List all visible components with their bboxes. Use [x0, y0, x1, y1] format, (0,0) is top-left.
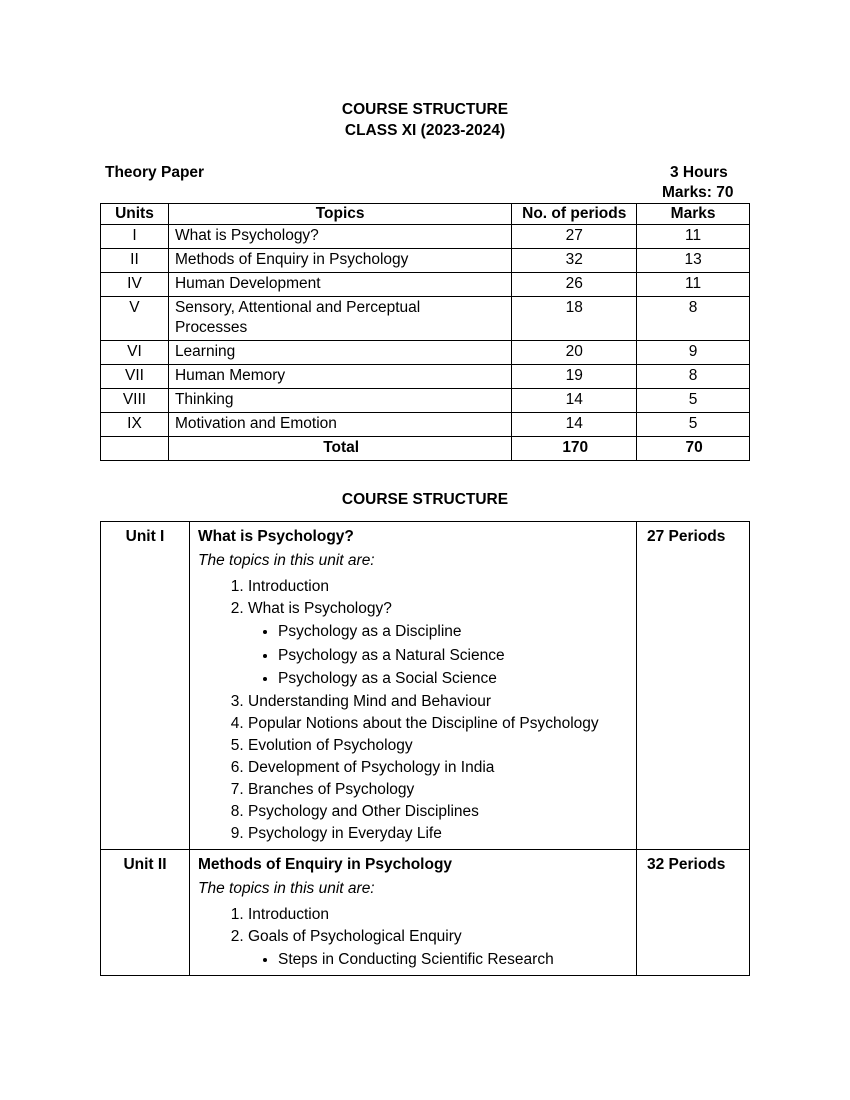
unit-detail-row — [101, 522, 750, 850]
unit-detail-row — [101, 849, 750, 976]
unit-periods: 18 — [512, 297, 637, 341]
unit-marks: 8 — [637, 365, 750, 389]
unit-title: Methods of Enquiry in Psychology — [198, 855, 453, 873]
unit-number: VII — [101, 365, 169, 389]
subtopic-item: • Psychology as a Natural Science — [278, 644, 630, 668]
total-periods: 170 — [512, 437, 637, 461]
hours-label: 3 Hours — [670, 164, 728, 181]
unit-topic: Sensory, Attentional and Perceptual Processes — [168, 297, 511, 341]
topic-list — [198, 576, 630, 845]
unit-number: IX — [101, 413, 169, 437]
unit-periods: 32 — [512, 249, 637, 273]
topics-header: Topics — [168, 204, 511, 225]
unit-label: Unit II — [101, 849, 190, 976]
topic-text: Development of Psychology in India — [248, 758, 495, 776]
topic-item — [248, 713, 630, 735]
marks-header: Marks — [637, 204, 750, 225]
total-marks: 70 — [637, 437, 750, 461]
topic-text: Branches of Psychology — [248, 780, 415, 798]
summary-table — [100, 203, 750, 461]
total-row — [101, 437, 750, 461]
detail-title: COURSE STRUCTURE — [341, 491, 509, 508]
unit-number: I — [101, 225, 169, 249]
subtopic-list — [248, 948, 630, 972]
total-label: Total — [168, 437, 511, 461]
detail-table — [100, 521, 750, 976]
summary-row — [101, 225, 750, 249]
summary-row — [101, 273, 750, 297]
topic-text: Introduction — [248, 578, 329, 595]
unit-intro: The topics in this unit are: — [198, 552, 375, 569]
topic-text: What is Psychology? — [248, 600, 392, 617]
topic-text: Psychology and Other Disciplines — [248, 802, 479, 820]
unit-marks: 9 — [637, 341, 750, 365]
summary-header-row — [101, 204, 750, 225]
marks-label: Marks: 70 — [662, 184, 734, 201]
theory-paper-label: Theory Paper — [105, 164, 205, 181]
summary-row — [101, 413, 750, 437]
unit-topic: Methods of Enquiry in Psychology — [168, 249, 511, 273]
unit-periods-label: 27 Periods — [637, 522, 750, 850]
topic-item — [248, 691, 630, 713]
unit-intro: The topics in this unit are: — [198, 879, 375, 897]
unit-periods: 19 — [512, 365, 637, 389]
unit-number: VIII — [101, 389, 169, 413]
subtopic-item: • Psychology as a Discipline — [278, 620, 630, 644]
unit-number: IV — [101, 273, 169, 297]
summary-row — [101, 341, 750, 365]
unit-topic: Learning — [168, 341, 511, 365]
unit-periods: 27 — [512, 225, 637, 249]
topic-item — [248, 598, 630, 691]
unit-marks: 13 — [637, 249, 750, 273]
topic-item — [248, 757, 630, 779]
topic-item — [248, 926, 630, 972]
topic-item — [248, 823, 630, 845]
unit-marks: 5 — [637, 389, 750, 413]
summary-row — [101, 389, 750, 413]
unit-periods: 26 — [512, 273, 637, 297]
subtopic-item: • Psychology as a Social Science — [278, 667, 630, 691]
units-header: Units — [101, 204, 169, 225]
unit-marks: 8 — [637, 297, 750, 341]
class-title: CLASS XI (2023-2024) — [344, 122, 506, 139]
unit-number: V — [101, 297, 169, 341]
subtopic-item: • Steps in Conducting Scientific Research — [278, 948, 630, 972]
subtopic-list — [248, 620, 630, 691]
unit-label: Unit I — [101, 522, 190, 850]
unit-periods: 14 — [512, 413, 637, 437]
unit-topic: Human Development — [168, 273, 511, 297]
periods-header: No. of periods — [512, 204, 637, 225]
unit-topics-cell — [190, 849, 637, 976]
topic-item — [248, 904, 630, 926]
unit-periods: 20 — [512, 341, 637, 365]
topic-item — [248, 735, 630, 757]
unit-topic: Thinking — [168, 389, 511, 413]
unit-marks: 11 — [637, 225, 750, 249]
topic-text: Goals of Psychological Enquiry — [248, 927, 462, 945]
unit-marks: 5 — [637, 413, 750, 437]
unit-periods: 14 — [512, 389, 637, 413]
unit-number: VI — [101, 341, 169, 365]
unit-periods-label: 32 Periods — [637, 849, 750, 976]
topic-item — [248, 576, 630, 598]
unit-topic: Motivation and Emotion — [168, 413, 511, 437]
topic-item — [248, 801, 630, 823]
topic-list — [198, 904, 630, 972]
topic-text: Evolution of Psychology — [248, 736, 413, 754]
summary-row — [101, 365, 750, 389]
unit-topics-cell — [190, 522, 637, 850]
unit-number: II — [101, 249, 169, 273]
course-structure-title: COURSE STRUCTURE — [341, 101, 509, 118]
total-empty-cell — [101, 437, 169, 461]
topic-text: Popular Notions about the Discipline of Psychology — [248, 714, 599, 732]
unit-title: What is Psychology? — [198, 528, 354, 545]
topic-item — [248, 779, 630, 801]
unit-marks: 11 — [637, 273, 750, 297]
topic-text: Psychology in Everyday Life — [248, 824, 442, 842]
unit-topic: What is Psychology? — [168, 225, 511, 249]
topic-text: Introduction — [248, 905, 329, 923]
summary-row — [101, 249, 750, 273]
summary-row — [101, 297, 750, 341]
unit-topic: Human Memory — [168, 365, 511, 389]
topic-text: Understanding Mind and Behaviour — [248, 692, 491, 710]
